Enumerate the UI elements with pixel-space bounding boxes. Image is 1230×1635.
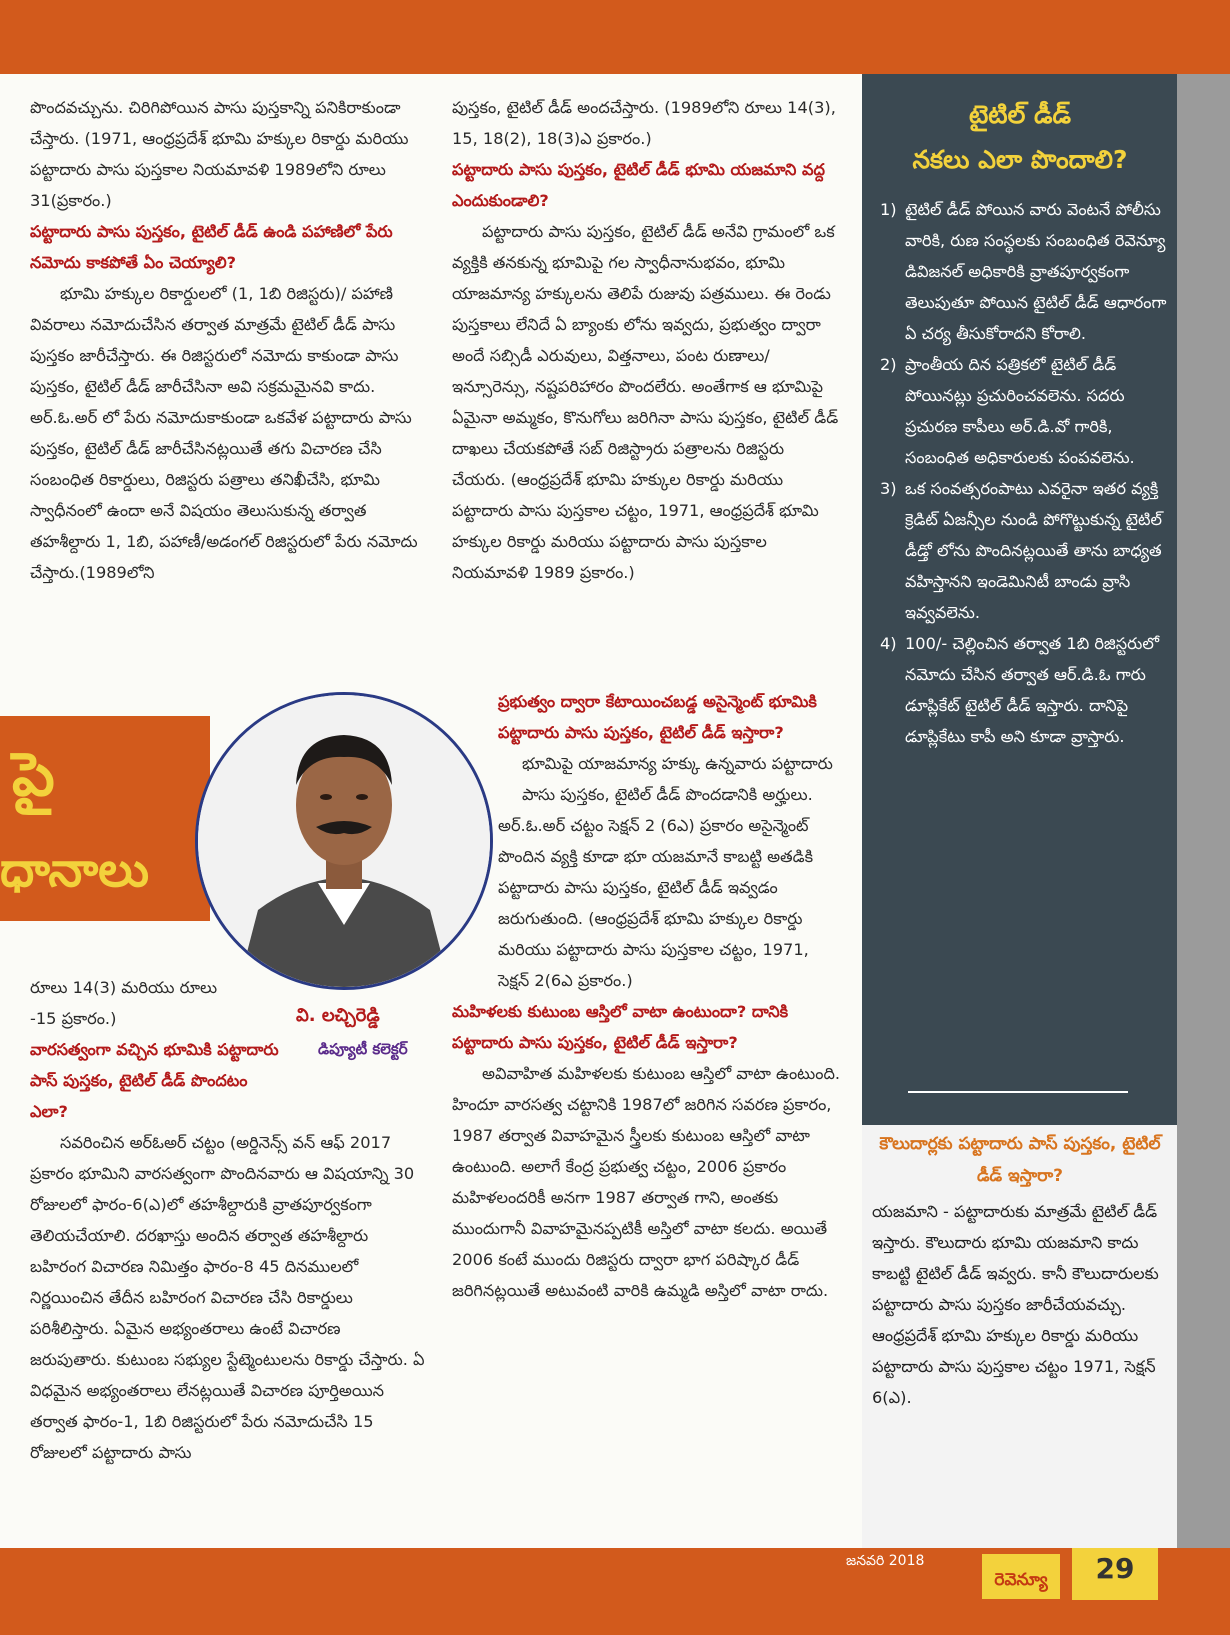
magazine-logo-text: రెవెన్యూ [994,1570,1048,1590]
col2-paragraph-3b: అర్.ఓ.అర్ చట్టం సెక్షన్ 2 (6ఎ) ప్రకారం అసైన్మెంట్ పొందిన వ్యక్తి కూడా భూ యజమానే కాబట్టి అతడికి పట్టాదారు పాసు పుస్తకం, టైటిల్ డీడ్ ఇవ్వడం జరుగుతుంది. (ఆంధ్రప్రదేశ్ భూమి హక్కుల రికార్డు మరియు పట్టాదారు పాసు పుస్తకాల చట్టం, 1971, సెక్షన్ 2(6ఎ ప్రకారం.) [498,816,814,990]
issue-date: జనవరి 2018 [846,1553,925,1569]
column-2-upper [452,92,842,588]
sidebar-step: 4) 100/- చెల్లించిన తర్వాత 1బి రిజిస్టరులో నమోదు చేసిన తర్వాత ఆర్.డి.ఓ గారు డూప్లికేట్ టైటిల్ డీడ్ ఇస్తారు. దానిపై డూప్లికేటు కాపీ అని కూడా వ్రాస్తారు. [880,634,1159,746]
sidebar-divider [908,1091,1128,1093]
page-number: 29 [1095,1552,1135,1585]
col2-question-2: ప్రభుత్వం ద్వారా కేటాయించబడ్డ అసైన్మెంట్ భూమికి పట్టాదారు పాసు పుస్తకం, టైటిల్ డీడ్ ఇస్తారా? [498,692,817,742]
column-1-lower [30,972,425,1468]
col2-paragraph-4: అవివాహిత మహిళలకు కుటుంబ ఆస్తిలో వాటా ఉంటుంది. హిందూ వారసత్వ చట్టానికి 1987లో జరిగిన సవరణ ప్రకారం, 1987 తర్వాత వివాహమైన స్త్రీలకు కుటుంబ ఆస్తిలో వాటా ఉంటుంది. అలాగే కేంద్ర ప్రభుత్వ చట్టం, 2006 ప్రకారం మహిళలందరికీ అనగా 1987 తర్వాత గాని, అంతకు ముందుగానీ వివాహమైనప్పటికీ అస్తిలో వాటా కలదు. అయితే 2006 కంటే ముందు రిజిస్టరు ద్వారా భాగ పరిష్కార డీడ్ జరిగినట్లయితే అటువంటి వారికి ఉమ్మడి అస్తిలో వాటా రాదు. [452,1064,841,1300]
sidebar-title-line-2: నకలు ఎలా పొందాలి? [912,145,1128,174]
sidebar-steps-list [880,194,1175,752]
col1-question-1: పట్టాదారు పాసు పుస్తకం, టైటిల్ డీడ్ ఉండి పహాణిలో పేరు నమోదు కాకపోతే ఏం చెయ్యాలి? [30,222,393,272]
author-name: వి. లచ్చిరెడ్డి [296,1005,380,1026]
column-1-upper [30,92,425,588]
headline-line-2: ధానాలు [0,842,149,898]
sidebar-step: 1) టైటిల్ డీడ్ పోయిన వారు వెంటనే పోలీసు వారికి, రుణ సంస్థలకు సంబంధిత రెవెన్యూ డివిజనల్ అధికారికి వ్రాతపూర్వకంగా తెలుపుతూ పోయిన టైటిల్ డీడ్ ఆధారంగా ఏ చర్య తీసుకోరాదని కోరాలి. [880,200,1167,343]
author-title: డిప్యూటీ కలెక్టర్ [318,1040,408,1058]
tenant-info-title: కౌలుదార్లకు పట్టాదారు పాస్ పుస్తకం, టైటిల్ డీడ్ ఇస్తారా? [879,1134,1161,1186]
col2-paragraph-2: పట్టాదారు పాసు పుస్తకం, టైటిల్ డీడ్ అనేవి గ్రామంలో ఒక వ్యక్తికి తనకున్న భూమిపై గల స్వాధీనానుభవం, భూమి యాజమాన్య హక్కులను తెలిపే రుజువు పత్రములు. ఈ రెండు పుస్తకాలు లేనిదే ఏ బ్యాంకు లోను ఇవ్వదు, ప్రభుత్వం ద్వారా అందే సబ్సిడీ ఎరువులు, విత్తనాలు, పంట రుణాలు/ ఇన్సూరెన్సు, నష్టపరిహారం పొందలేరు. అంతేగాక ఆ భూమిపై ఏమైనా అమ్మకం, కొనుగోలు జరిగినా పాసు పుస్తకం, టైటిల్ డీడ్ దాఖలు చేయకపోతే సబ్ రిజిస్ట్రారు పత్రాలను రిజిస్టరు చేయరు. (ఆంధ్రప్రదేశ్ భూమి హక్కుల రికార్డు మరియు పట్టాదారు పాసు పుస్తకాల చట్టం, 1971, ఆంధ్రప్రదేశ్ భూమి హక్కుల రికార్డు మరియు పట్టాదారు పాసు పుస్తకాల నియమావళి 1989 ప్రకారం.) [452,222,839,582]
column-2-lower [452,686,842,1306]
headline-line-1: పై [12,740,55,810]
col1-paragraph-3: రూలు 14(3) మరియు రూలు -15 ప్రకారం.) [30,978,218,1028]
col2-paragraph-1: పుస్తకం, టైటిల్ డీడ్ అందచేస్తారు. (1989లోని రూలు 14(3), 15, 18(2), 18(3)ఎ ప్రకారం.) [452,98,836,148]
author-portrait-icon [198,695,490,987]
sidebar-title-line-1: టైటిల్ డీడ్ [968,100,1072,129]
col2-question-3: మహిళలకు కుటుంబ ఆస్తిలో వాటా ఉంటుందా? దానికి పట్టాదారు పాసు పుస్తకం, టైటిల్ డీడ్ ఇస్తారా? [452,1002,789,1052]
top-color-band [0,0,1230,74]
col1-paragraph-4: సవరించిన అర్ఓఅర్ చట్టం (అర్డినెన్స్ వన్ ఆఫ్ 2017 ప్రకారం భూమిని వారసత్వంగా పొందినవారు ఆ విషయాన్ని 30 రోజులలో ఫారం-6(ఎ)లో తహశీల్దారుకి వ్రాతపూర్వకంగా తెలియచేయాలి. దరఖాస్తు అందిన తర్వాత తహశీల్దారు బహిరంగ విచారణ నిమిత్తం ఫారం-8 45 దినములలో నిర్ణయించిన తేదీన బహిరంగ విచారణ చేసి రికార్డులు పరిశీలిస్తారు. ఏమైన అభ్యంతరాలు ఉంటే విచారణ జరుపుతారు. కుటుంబ సభ్యుల స్టేట్మెంటులను రికార్డు చేస్తారు. ఏ విధమైన అభ్యంతరాలు లేనట్లయితే విచారణ పూర్తిఅయిన తర్వాత ఫారం-1, 1బి రిజిస్టరులో పేరు నమోదుచేసి 15 రోజులలో పట్టాదారు పాసు [30,1133,425,1462]
col1-paragraph-1: పొందవచ్చును. చిరిగిపోయిన పాసు పుస్తకాన్ని పనికిరాకుండా చేస్తారు. (1971, ఆంధ్రప్రదేశ్ భూమి హక్కుల రికార్డు మరియు పట్టాదారు పాసు పుస్తకాల నియమావళి 1989లోని రూలు 31(ప్రకారం.) [30,98,409,210]
col1-question-2: వారసత్వంగా వచ్చిన భూమికి పట్టాదారు పాస్ పుస్తకం, టైటిల్ డీడ్ పొందటం ఎలా? [30,1040,279,1121]
sidebar-step: 2) ప్రాంతీయ దిన పత్రికలో టైటిల్ డీడ్ పోయినట్లు ప్రచురించవలెను. సదరు ప్రచురణ కాపీలు అర్.డి.వో గారికి, సంబంధిత అధికారులకు పంపవలెను. [880,355,1135,467]
tenant-info-body: యజమాని - పట్టాదారుకు మాత్రమే టైటిల్ డీడ్ ఇస్తారు. కౌలుదారు భూమి యజమాని కాదు కాబట్టి టైటిల్ డీడ్ ఇవ్వరు. కానీ కౌలుదారులకు పట్టాదారు పాసు పుస్తకం జారీచేయవచ్చు. ఆంధ్రప్రదేశ్ భూమి హక్కుల రికార్డు మరియు పట్టాదారు పాసు పుస్తకాల చట్టం 1971, సెక్షన్ 6(ఎ). [872,1202,1159,1407]
col1-paragraph-2: భూమి హక్కుల రికార్డులలో (1, 1బి రిజిస్టరు)/ పహాణి వివరాలు నమోదుచేసిన తర్వాత మాత్రమే టైటిల్ డీడ్ పాసు పుస్తకం జారీచేస్తారు. ఈ రిజిస్టరులో నమోదు కాకుండా పాసు పుస్తకం, టైటిల్ డీడ్ జారీచేసినా అవి సక్రమమైనవి కాదు. అర్.ఓ.అర్ లో పేరు నమోదుకాకుండా ఒకవేళ పట్టాదారు పాసు పుస్తకం, టైటిల్ డీడ్ జారీచేసినట్లయితే తగు విచారణ చేసి సంబంధిత రికార్డులు, రిజిస్టరు పత్రాలు తనిఖీచేసి, భూమి స్వాధీనంలో ఉందా అనే విషయం తెలుసుకున్న తర్వాత తహశీల్దారు 1, 1బి, పహాణీ/అడంగల్ రిజిస్టరులో పేరు నమోదు చేస్తారు.(1989లోని [30,284,418,582]
author-photo [195,692,493,990]
col2-paragraph-3a: భూమిపై యాజమాన్య హక్కు ఉన్నవారు పట్టాదారు పాసు పుస్తకం, టైటిల్ డీడ్ పొందడానికి అర్హులు. [522,754,833,804]
col2-question-1: పట్టాదారు పాసు పుస్తకం, టైటిల్ డీడ్ భూమి యజమాని వద్ద ఎందుకుండాలి? [452,160,825,210]
sidebar-step: 3) ఒక సంవత్సరంపాటు ఎవరైనా ఇతర వ్యక్తి క్రెడిట్ ఏజన్సీల నుండి పోగొట్టుకున్న టైటిల్ డీడ్తో లోను పొందినట్లయితే తాను బాధ్యత వహిస్తానని ఇండెమినిటీ బాండు వ్రాసి ఇవ్వవలెను. [880,479,1162,622]
right-grey-strip [1177,74,1230,1548]
